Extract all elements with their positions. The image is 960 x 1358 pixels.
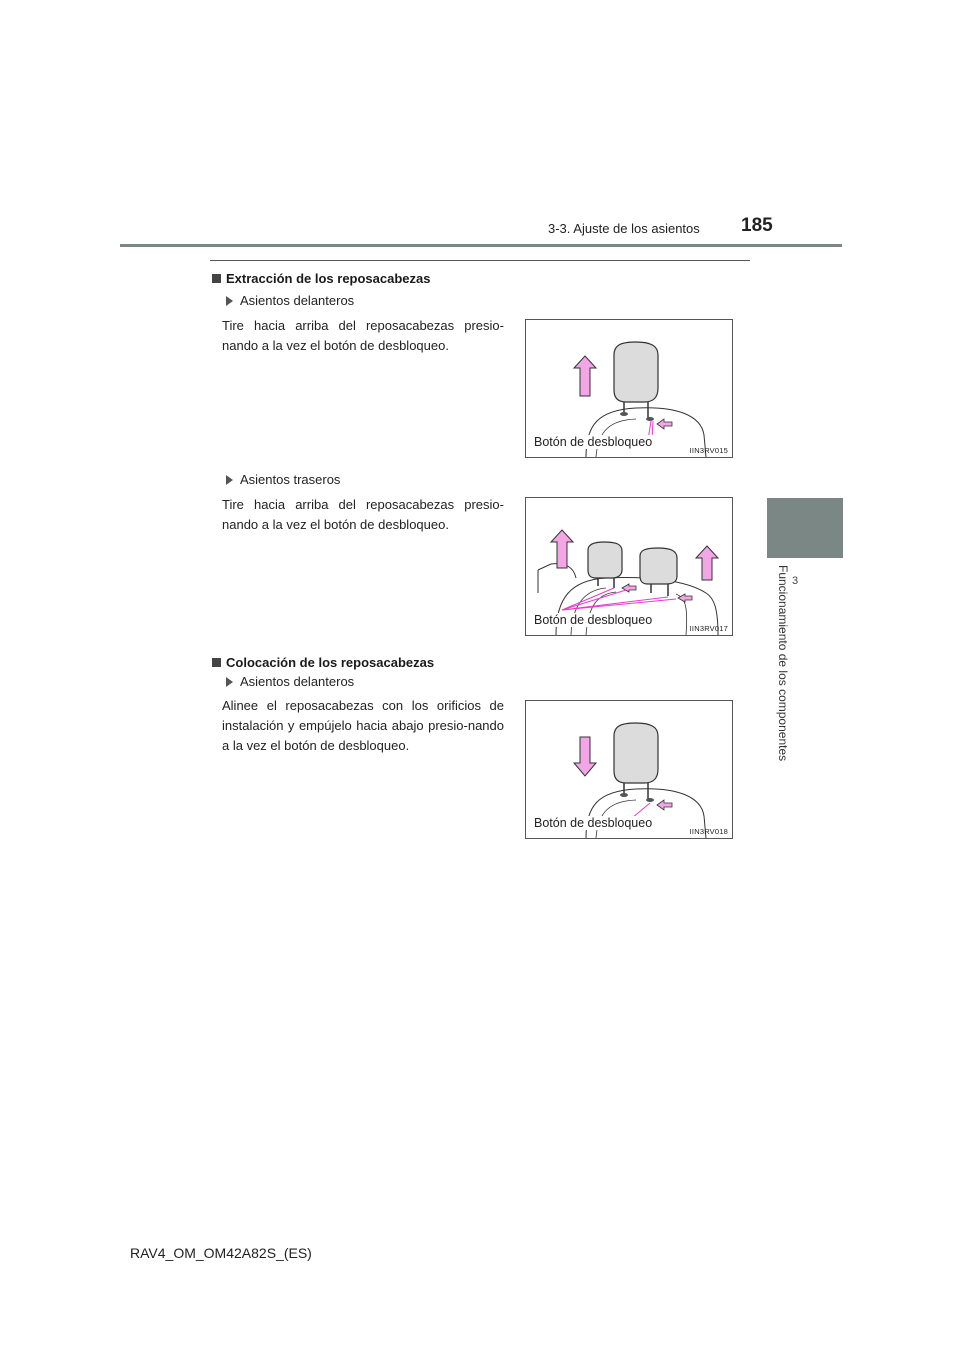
removal-heading-text: Extracción de los reposacabezas bbox=[226, 271, 431, 286]
chapter-tab bbox=[767, 498, 843, 558]
section-title: 3-3. Ajuste de los asientos bbox=[548, 221, 700, 236]
triangle-bullet-icon bbox=[226, 677, 233, 687]
content-top-rule bbox=[210, 260, 750, 261]
square-bullet-icon bbox=[212, 658, 221, 667]
removal-front-subheading bbox=[226, 293, 354, 308]
triangle-bullet-icon bbox=[226, 296, 233, 306]
figure-front-removal-code: IIN3RV015 bbox=[689, 446, 728, 455]
removal-front-subheading-text: Asientos delanteros bbox=[240, 293, 355, 308]
removal-heading bbox=[212, 271, 430, 286]
square-bullet-icon bbox=[212, 274, 221, 283]
chapter-number: 3 bbox=[792, 575, 799, 587]
figure-front-removal-label: Botón de desbloqueo bbox=[534, 435, 653, 449]
figure-front-installation bbox=[525, 700, 733, 839]
header-rule bbox=[120, 244, 842, 247]
removal-rear-text: Tire hacia arriba del reposacabezas presio-nando a la vez el botón de desbloqueo. bbox=[222, 497, 504, 532]
figure-rear-removal-label: Botón de desbloqueo bbox=[534, 613, 653, 627]
removal-rear-subheading-text: Asientos traseros bbox=[240, 472, 341, 487]
installation-heading-text: Colocación de los reposacabezas bbox=[226, 655, 435, 670]
triangle-bullet-icon bbox=[226, 475, 233, 485]
removal-rear-subheading bbox=[226, 472, 340, 487]
figure-front-removal bbox=[525, 319, 733, 458]
installation-front-text: Alinee el reposacabezas con los orificios de instalación y empújelo hacia abajo presio-nando a la vez el botón de desbloqueo. bbox=[222, 698, 504, 753]
figure-rear-removal-code: IIN3RV017 bbox=[689, 624, 728, 633]
removal-front-text: Tire hacia arriba del reposacabezas presio-nando a la vez el botón de desbloqueo. bbox=[222, 318, 504, 353]
figure-front-installation-code: IIN3RV018 bbox=[689, 827, 728, 836]
installation-front-subheading-text: Asientos delanteros bbox=[240, 674, 355, 689]
page-number: 185 bbox=[741, 215, 773, 236]
figure-rear-removal bbox=[525, 497, 733, 636]
figure-front-installation-label: Botón de desbloqueo bbox=[534, 816, 653, 830]
footer-model-code: RAV4_OM_OM42A82S_(ES) bbox=[130, 1245, 312, 1261]
installation-heading bbox=[212, 655, 434, 670]
chapter-label bbox=[774, 565, 794, 775]
chapter-label-text: Funcionamiento de los componentes bbox=[776, 565, 790, 762]
installation-front-subheading bbox=[226, 674, 354, 689]
